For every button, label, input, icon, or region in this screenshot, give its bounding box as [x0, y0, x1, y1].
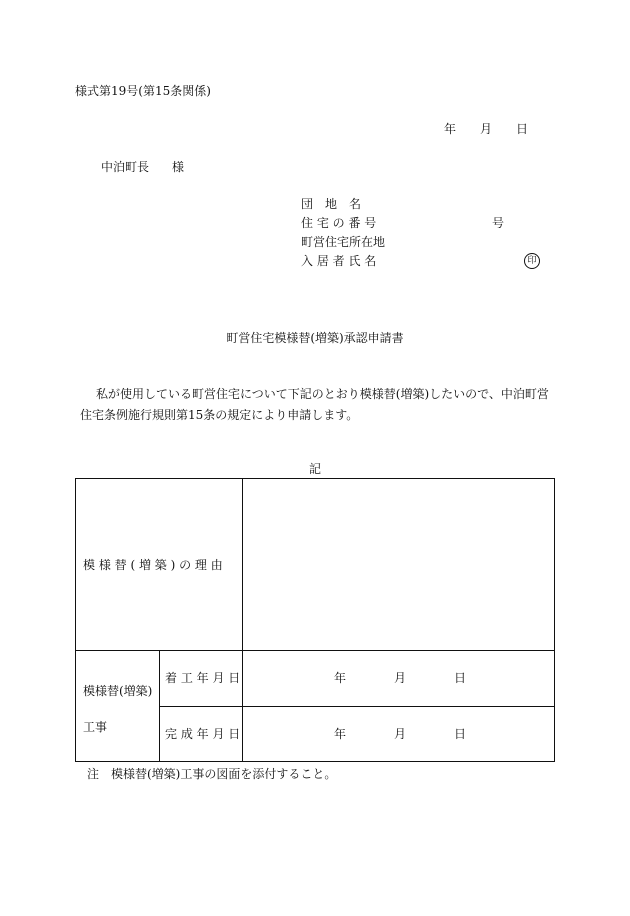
address-label: 町営住宅所在地: [301, 235, 386, 249]
finish-date-month: 月: [394, 727, 407, 741]
date-day-label: 日: [516, 122, 529, 136]
application-table: [75, 478, 555, 762]
form-number: 様式第19号(第15条関係): [75, 84, 211, 98]
reason-label: 模 様 替 ( 増 築 ) の 理 由: [83, 558, 223, 572]
complex-name-label: 団 地 名: [301, 197, 362, 211]
start-date-label: 着 工 年 月 日: [165, 671, 241, 685]
start-date-month: 月: [394, 671, 407, 685]
addressee-honorific: 様: [172, 160, 185, 174]
work-label-line-1: 模様替(増築): [83, 684, 153, 698]
body-line-1: 私が使用している町営住宅について下記のとおり模様替(増築)したいので、中泊町営: [96, 387, 549, 401]
attachment-note: 注 模様替(増築)工事の図面を添付すること。: [87, 767, 337, 781]
finish-date-field[interactable]: [243, 707, 554, 761]
resident-name-label: 入 居 者 氏 名: [301, 254, 377, 268]
finish-date-day: 日: [454, 727, 467, 741]
reason-field[interactable]: [243, 479, 554, 650]
start-date-field[interactable]: [243, 651, 554, 706]
finish-date-label: 完 成 年 月 日: [165, 727, 241, 741]
finish-date-year: 年: [334, 727, 347, 741]
start-date-year: 年: [334, 671, 347, 685]
addressee-name: 中泊町長: [101, 160, 150, 174]
house-number-suffix: 号: [492, 216, 505, 230]
seal-mark: 印: [524, 253, 540, 269]
ki-heading: 記: [308, 462, 321, 476]
house-number-label: 住 宅 の 番 号: [301, 216, 377, 230]
document-title: 町営住宅模様替(増築)承認申請書: [226, 331, 404, 345]
work-label-line-2: 工事: [83, 720, 108, 734]
date-month-label: 月: [480, 122, 493, 136]
start-date-day: 日: [454, 671, 467, 685]
body-line-2: 住宅条例施行規則第15条の規定により申請します。: [80, 408, 359, 422]
date-year-label: 年: [444, 122, 457, 136]
